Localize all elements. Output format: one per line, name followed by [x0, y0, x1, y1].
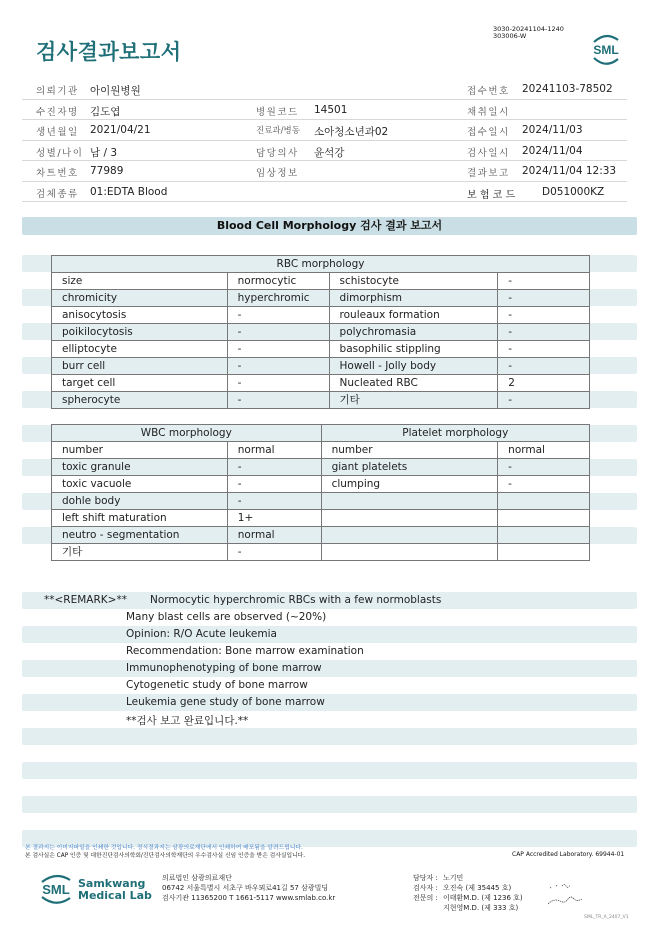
wbc-item-name: number	[52, 442, 228, 459]
staff-name: 노기민	[443, 874, 464, 882]
document-id	[493, 26, 564, 40]
platelet-item-value: -	[498, 476, 590, 493]
rbc-item-value: -	[498, 290, 590, 307]
stripe-band	[22, 626, 637, 643]
rbc-item-name: Howell - Jolly body	[329, 358, 498, 375]
remark-line: Many blast cells are observed (~20%)	[126, 611, 327, 623]
info-label: 생년월일	[36, 127, 79, 138]
rbc-item-name: schistocyte	[329, 273, 498, 290]
staff-role: 담당자 :	[413, 874, 438, 882]
signature-icon	[548, 882, 588, 910]
info-label: 성별/나이	[36, 147, 84, 159]
rbc-item-value: -	[227, 324, 329, 341]
lab-address	[162, 873, 335, 903]
wbc-item-value: normal	[227, 527, 321, 544]
lab-name	[78, 878, 152, 902]
rbc-item-name: 기타	[329, 392, 498, 409]
staff-name: 오진숙 (제 35445 호)	[443, 884, 512, 892]
rbc-item-value: -	[227, 341, 329, 358]
patient-info-row	[22, 79, 627, 100]
rbc-item-value: -	[498, 358, 590, 375]
rbc-item-name: dimorphism	[329, 290, 498, 307]
rbc-item-value: -	[227, 375, 329, 392]
stripe-band	[22, 796, 637, 813]
rbc-item-name: basophilic stippling	[329, 341, 498, 358]
info-label: 병원코드	[256, 106, 299, 118]
platelet-item-value	[498, 544, 590, 561]
sml-footer-logo-icon	[36, 872, 76, 906]
sml-footer-logo-text: SML	[42, 882, 70, 897]
rbc-item-name: poikilocytosis	[52, 324, 228, 341]
wbc-item-name: 기타	[52, 544, 228, 561]
staff-role: 검사자 :	[413, 884, 438, 892]
info-label: 임상정보	[256, 168, 299, 179]
sml-logo-icon	[586, 31, 626, 67]
info-label: 의뢰기관	[36, 86, 79, 97]
staff-name: 이태환M.D. (제 1236 호)	[443, 894, 523, 902]
rbc-item-name: size	[52, 273, 228, 290]
rbc-item-value: -	[227, 358, 329, 375]
info-value: 2024/11/04 12:33	[522, 165, 617, 177]
wbc-title: WBC morphology	[52, 425, 322, 442]
rbc-item-name: spherocyte	[52, 392, 228, 409]
remark-line: Recommendation: Bone marrow examination	[126, 645, 364, 657]
table-row	[52, 290, 590, 307]
info-label: 담당의사	[256, 147, 299, 159]
info-value: 14501	[314, 103, 348, 116]
rbc-morphology-table	[51, 255, 590, 409]
info-value: 남 / 3	[90, 146, 118, 159]
wbc-item-value: normal	[227, 442, 321, 459]
staff-list	[413, 873, 523, 913]
patient-info-row	[22, 100, 627, 121]
document-id-line1: 3030-20241104-1240	[493, 25, 564, 33]
rbc-item-value: -	[498, 341, 590, 358]
rbc-item-value: 2	[498, 375, 590, 392]
rbc-item-value: -	[498, 392, 590, 409]
staff-role: 전문의 :	[413, 894, 438, 902]
wbc-item-value: -	[227, 493, 321, 510]
platelet-item-name	[321, 527, 498, 544]
table-row	[52, 493, 590, 510]
info-value: 2024/11/03	[522, 124, 583, 136]
lab-name-line1: Samkwang	[78, 877, 146, 890]
rbc-item-value: -	[227, 307, 329, 324]
platelet-item-value	[498, 493, 590, 510]
platelet-item-value: normal	[498, 442, 590, 459]
table-row	[52, 510, 590, 527]
stripe-band	[22, 762, 637, 779]
stripe-band	[22, 694, 637, 711]
staff-row	[413, 893, 523, 903]
wbc-item-name: toxic vacuole	[52, 476, 228, 493]
info-value: 01:EDTA Blood	[90, 185, 168, 198]
platelet-item-value: -	[498, 459, 590, 476]
wbc-item-value: -	[227, 459, 321, 476]
info-value: 2024/11/04	[522, 144, 583, 157]
rbc-item-name: elliptocyte	[52, 341, 228, 358]
rbc-item-value: normocytic	[227, 273, 329, 290]
staff-row	[413, 873, 523, 883]
lab-name-line2: Medical Lab	[78, 889, 152, 902]
platelet-item-name: number	[321, 442, 498, 459]
wbc-platelet-morphology-table	[51, 424, 590, 561]
table-row	[52, 476, 590, 493]
info-value: 김도엽	[90, 105, 121, 118]
rbc-item-value: -	[498, 324, 590, 341]
table-row	[52, 307, 590, 324]
rbc-item-name: rouleaux formation	[329, 307, 498, 324]
rbc-item-name: polychromasia	[329, 324, 498, 341]
info-label: 결과보고	[467, 168, 510, 179]
platelet-item-name	[321, 544, 498, 561]
rbc-item-name: target cell	[52, 375, 228, 392]
info-value: 소아청소년과02	[314, 126, 389, 138]
table-row	[52, 544, 590, 561]
patient-info-row	[22, 161, 627, 182]
table-row	[52, 273, 590, 290]
staff-name: 지현영M.D. (제 333 호)	[443, 904, 519, 912]
info-label: 채취일시	[467, 106, 510, 118]
rbc-item-name: chromicity	[52, 290, 228, 307]
info-label: 차트번호	[36, 168, 79, 179]
rbc-header-row	[52, 256, 590, 273]
address-line: 06742 서울특별시 서초구 바우뫼로41길 57 삼광빌딩	[162, 884, 329, 892]
info-value: 윤석강	[314, 146, 345, 159]
info-value: 아이원병원	[90, 85, 141, 97]
remark-line: Cytogenetic study of bone marrow	[126, 679, 308, 691]
table-row	[52, 527, 590, 544]
wbc-item-value: -	[227, 544, 321, 561]
info-label: 검체종류	[36, 188, 79, 200]
info-label: 수진자명	[36, 106, 79, 118]
wbc-item-name: left shift maturation	[52, 510, 228, 527]
remark-line: Leukemia gene study of bone marrow	[126, 696, 325, 708]
remark-line: Immunophenotyping of bone marrow	[126, 662, 322, 674]
remark-line: Normocytic hyperchromic RBCs with a few normoblasts	[150, 594, 442, 606]
info-value: 20241103-78502	[522, 83, 613, 95]
page-title: 검사결과보고서	[36, 40, 182, 64]
platelet-item-name	[321, 510, 498, 527]
rbc-item-name: anisocytosis	[52, 307, 228, 324]
info-label: 진료과/병동	[256, 126, 300, 136]
platelet-item-value	[498, 527, 590, 544]
rbc-item-value: -	[498, 307, 590, 324]
staff-row	[413, 883, 523, 893]
table-row	[52, 442, 590, 459]
remark-label: **<REMARK>**	[44, 594, 127, 606]
wbc-item-value: -	[227, 476, 321, 493]
info-label: 검사일시	[467, 147, 510, 159]
wbc-item-name: dohle body	[52, 493, 228, 510]
table-row	[52, 358, 590, 375]
platelet-title: Platelet morphology	[321, 425, 589, 442]
address-line: 검사기관 11365200 T 1661-5117 www.smlab.co.kr	[162, 894, 336, 902]
address-line: 의료법인 삼광의료재단	[162, 874, 232, 882]
platelet-item-name: giant platelets	[321, 459, 498, 476]
stripe-band	[22, 660, 637, 677]
info-label: 접수일시	[467, 127, 510, 138]
wbc-item-value: 1+	[227, 510, 321, 527]
patient-info-row	[22, 141, 627, 162]
stripe-band	[22, 728, 637, 745]
form-code: SML_TR_A_2407_V1	[584, 915, 629, 920]
table-row	[52, 392, 590, 409]
table-row	[52, 375, 590, 392]
rbc-title: RBC morphology	[52, 256, 590, 273]
patient-info-row	[22, 120, 627, 141]
cap-accreditation: CAP Accredited Laboratory. 69944-01	[512, 851, 625, 858]
remark-line: **검사 보고 완료입니다.**	[126, 715, 249, 727]
platelet-item-value	[498, 510, 590, 527]
remark-line: Opinion: R/O Acute leukemia	[126, 628, 277, 640]
wbc-platelet-header-row	[52, 425, 590, 442]
info-value: 2021/04/21	[90, 124, 151, 136]
staff-row	[413, 903, 523, 913]
info-label: 보 험 코 드	[467, 189, 516, 201]
rbc-item-value: -	[498, 273, 590, 290]
sml-logo-text: SML	[593, 43, 619, 57]
rbc-item-value: hyperchromic	[227, 290, 329, 307]
notice-image-print: 본 결과지는 이미지파일을 인쇄한 것입니다. 정식결과지는 삼광의료재단에서 인쇄하여 배포됨을 알려드립니다.	[25, 845, 303, 851]
rbc-item-value: -	[227, 392, 329, 409]
document-id-line2: 303006-W	[493, 32, 527, 40]
section-title: Blood Cell Morphology 검사 결과 보고서	[22, 217, 637, 235]
table-row	[52, 459, 590, 476]
rbc-item-name: burr cell	[52, 358, 228, 375]
platelet-item-name: clumping	[321, 476, 498, 493]
table-row	[52, 341, 590, 358]
table-row	[52, 324, 590, 341]
wbc-item-name: toxic granule	[52, 459, 228, 476]
patient-info-row	[22, 182, 627, 203]
platelet-item-name	[321, 493, 498, 510]
wbc-item-name: neutro - segmentation	[52, 527, 228, 544]
patient-info	[22, 79, 627, 202]
info-label: 접수번호	[467, 86, 510, 97]
info-value: 77989	[90, 165, 124, 177]
info-value: D051000KZ	[542, 185, 605, 198]
notice-accreditation: 본 검사실은 CAP 인증 및 대한진단검사의학회/진단검사의학재단의 우수검사실 신임 인증을 받은 검사실입니다.	[25, 853, 306, 859]
rbc-item-name: Nucleated RBC	[329, 375, 498, 392]
